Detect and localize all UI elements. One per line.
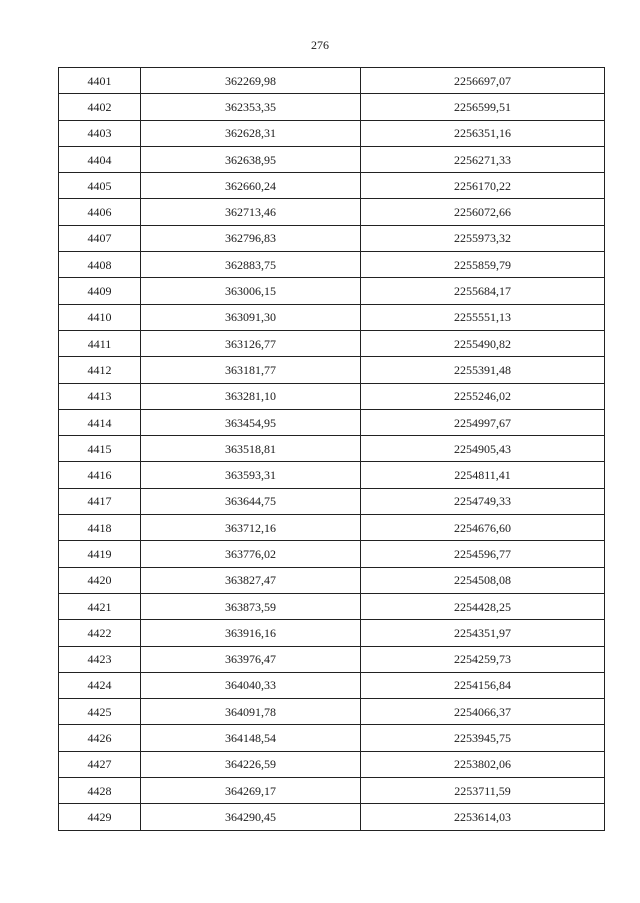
y-coordinate-cell: 2253945,75 — [361, 725, 605, 751]
y-coordinate-cell: 2256697,07 — [361, 68, 605, 94]
x-coordinate-cell: 363126,77 — [141, 330, 361, 356]
table-row — [59, 383, 605, 409]
y-coordinate-cell: 2254749,33 — [361, 488, 605, 514]
y-coordinate-cell: 2255973,32 — [361, 225, 605, 251]
x-coordinate-cell: 363454,95 — [141, 409, 361, 435]
table-row — [59, 751, 605, 777]
x-coordinate-cell: 363916,16 — [141, 620, 361, 646]
point-number-cell: 4423 — [59, 646, 141, 672]
point-number-cell: 4420 — [59, 567, 141, 593]
y-coordinate-cell: 2253711,59 — [361, 778, 605, 804]
x-coordinate-cell: 363873,59 — [141, 593, 361, 619]
point-number-cell: 4414 — [59, 409, 141, 435]
x-coordinate-cell: 362883,75 — [141, 252, 361, 278]
x-coordinate-cell: 362269,98 — [141, 68, 361, 94]
table-row — [59, 488, 605, 514]
point-number-cell: 4415 — [59, 436, 141, 462]
point-number-cell: 4402 — [59, 94, 141, 120]
point-number-cell: 4404 — [59, 146, 141, 172]
x-coordinate-cell: 363712,16 — [141, 515, 361, 541]
y-coordinate-cell: 2255391,48 — [361, 357, 605, 383]
table-row — [59, 725, 605, 751]
x-coordinate-cell: 364091,78 — [141, 699, 361, 725]
x-coordinate-cell: 362660,24 — [141, 173, 361, 199]
x-coordinate-cell: 364290,45 — [141, 804, 361, 830]
table-row — [59, 515, 605, 541]
table-row — [59, 541, 605, 567]
y-coordinate-cell: 2254066,37 — [361, 699, 605, 725]
point-number-cell: 4421 — [59, 593, 141, 619]
point-number-cell: 4403 — [59, 120, 141, 146]
table-body — [59, 68, 605, 831]
point-number-cell: 4422 — [59, 620, 141, 646]
x-coordinate-cell: 363006,15 — [141, 278, 361, 304]
x-coordinate-cell: 363091,30 — [141, 304, 361, 330]
y-coordinate-cell: 2255246,02 — [361, 383, 605, 409]
y-coordinate-cell: 2254676,60 — [361, 515, 605, 541]
table-row — [59, 330, 605, 356]
point-number-cell: 4401 — [59, 68, 141, 94]
x-coordinate-cell: 364040,33 — [141, 672, 361, 698]
point-number-cell: 4429 — [59, 804, 141, 830]
x-coordinate-cell: 363281,10 — [141, 383, 361, 409]
table-row — [59, 146, 605, 172]
y-coordinate-cell: 2255551,13 — [361, 304, 605, 330]
x-coordinate-cell: 362713,46 — [141, 199, 361, 225]
point-number-cell: 4424 — [59, 672, 141, 698]
table-row — [59, 199, 605, 225]
x-coordinate-cell: 362796,83 — [141, 225, 361, 251]
point-number-cell: 4411 — [59, 330, 141, 356]
coordinates-table — [58, 67, 605, 831]
point-number-cell: 4426 — [59, 725, 141, 751]
point-number-cell: 4412 — [59, 357, 141, 383]
x-coordinate-cell: 362628,31 — [141, 120, 361, 146]
table-row — [59, 252, 605, 278]
x-coordinate-cell: 363181,77 — [141, 357, 361, 383]
y-coordinate-cell: 2256170,22 — [361, 173, 605, 199]
point-number-cell: 4428 — [59, 778, 141, 804]
point-number-cell: 4407 — [59, 225, 141, 251]
y-coordinate-cell: 2256271,33 — [361, 146, 605, 172]
y-coordinate-cell: 2256351,16 — [361, 120, 605, 146]
table-row — [59, 304, 605, 330]
y-coordinate-cell: 2254596,77 — [361, 541, 605, 567]
point-number-cell: 4405 — [59, 173, 141, 199]
x-coordinate-cell: 363593,31 — [141, 462, 361, 488]
y-coordinate-cell: 2256599,51 — [361, 94, 605, 120]
point-number-cell: 4418 — [59, 515, 141, 541]
y-coordinate-cell: 2254905,43 — [361, 436, 605, 462]
table-row — [59, 567, 605, 593]
table-row — [59, 699, 605, 725]
table-row — [59, 120, 605, 146]
x-coordinate-cell: 363518,81 — [141, 436, 361, 462]
y-coordinate-cell: 2254428,25 — [361, 593, 605, 619]
y-coordinate-cell: 2254351,97 — [361, 620, 605, 646]
table-row — [59, 94, 605, 120]
table-row — [59, 778, 605, 804]
y-coordinate-cell: 2254997,67 — [361, 409, 605, 435]
table-row — [59, 646, 605, 672]
y-coordinate-cell: 2254259,73 — [361, 646, 605, 672]
x-coordinate-cell: 362353,35 — [141, 94, 361, 120]
x-coordinate-cell: 363776,02 — [141, 541, 361, 567]
table-row — [59, 278, 605, 304]
point-number-cell: 4406 — [59, 199, 141, 225]
y-coordinate-cell: 2255859,79 — [361, 252, 605, 278]
table-row — [59, 672, 605, 698]
table-row — [59, 68, 605, 94]
y-coordinate-cell: 2254811,41 — [361, 462, 605, 488]
y-coordinate-cell: 2255490,82 — [361, 330, 605, 356]
x-coordinate-cell: 362638,95 — [141, 146, 361, 172]
x-coordinate-cell: 364226,59 — [141, 751, 361, 777]
y-coordinate-cell: 2256072,66 — [361, 199, 605, 225]
point-number-cell: 4425 — [59, 699, 141, 725]
point-number-cell: 4410 — [59, 304, 141, 330]
y-coordinate-cell: 2255684,17 — [361, 278, 605, 304]
page-number: 276 — [311, 38, 329, 52]
table-row — [59, 436, 605, 462]
table-row — [59, 173, 605, 199]
table-row — [59, 620, 605, 646]
x-coordinate-cell: 363644,75 — [141, 488, 361, 514]
point-number-cell: 4427 — [59, 751, 141, 777]
table-row — [59, 357, 605, 383]
table-row — [59, 462, 605, 488]
x-coordinate-cell: 363976,47 — [141, 646, 361, 672]
table-row — [59, 409, 605, 435]
table-row — [59, 593, 605, 619]
x-coordinate-cell: 364269,17 — [141, 778, 361, 804]
table-row — [59, 804, 605, 830]
x-coordinate-cell: 364148,54 — [141, 725, 361, 751]
x-coordinate-cell: 363827,47 — [141, 567, 361, 593]
point-number-cell: 4408 — [59, 252, 141, 278]
y-coordinate-cell: 2254156,84 — [361, 672, 605, 698]
point-number-cell: 4409 — [59, 278, 141, 304]
point-number-cell: 4413 — [59, 383, 141, 409]
point-number-cell: 4417 — [59, 488, 141, 514]
point-number-cell: 4416 — [59, 462, 141, 488]
y-coordinate-cell: 2253614,03 — [361, 804, 605, 830]
point-number-cell: 4419 — [59, 541, 141, 567]
table-row — [59, 225, 605, 251]
y-coordinate-cell: 2254508,08 — [361, 567, 605, 593]
y-coordinate-cell: 2253802,06 — [361, 751, 605, 777]
